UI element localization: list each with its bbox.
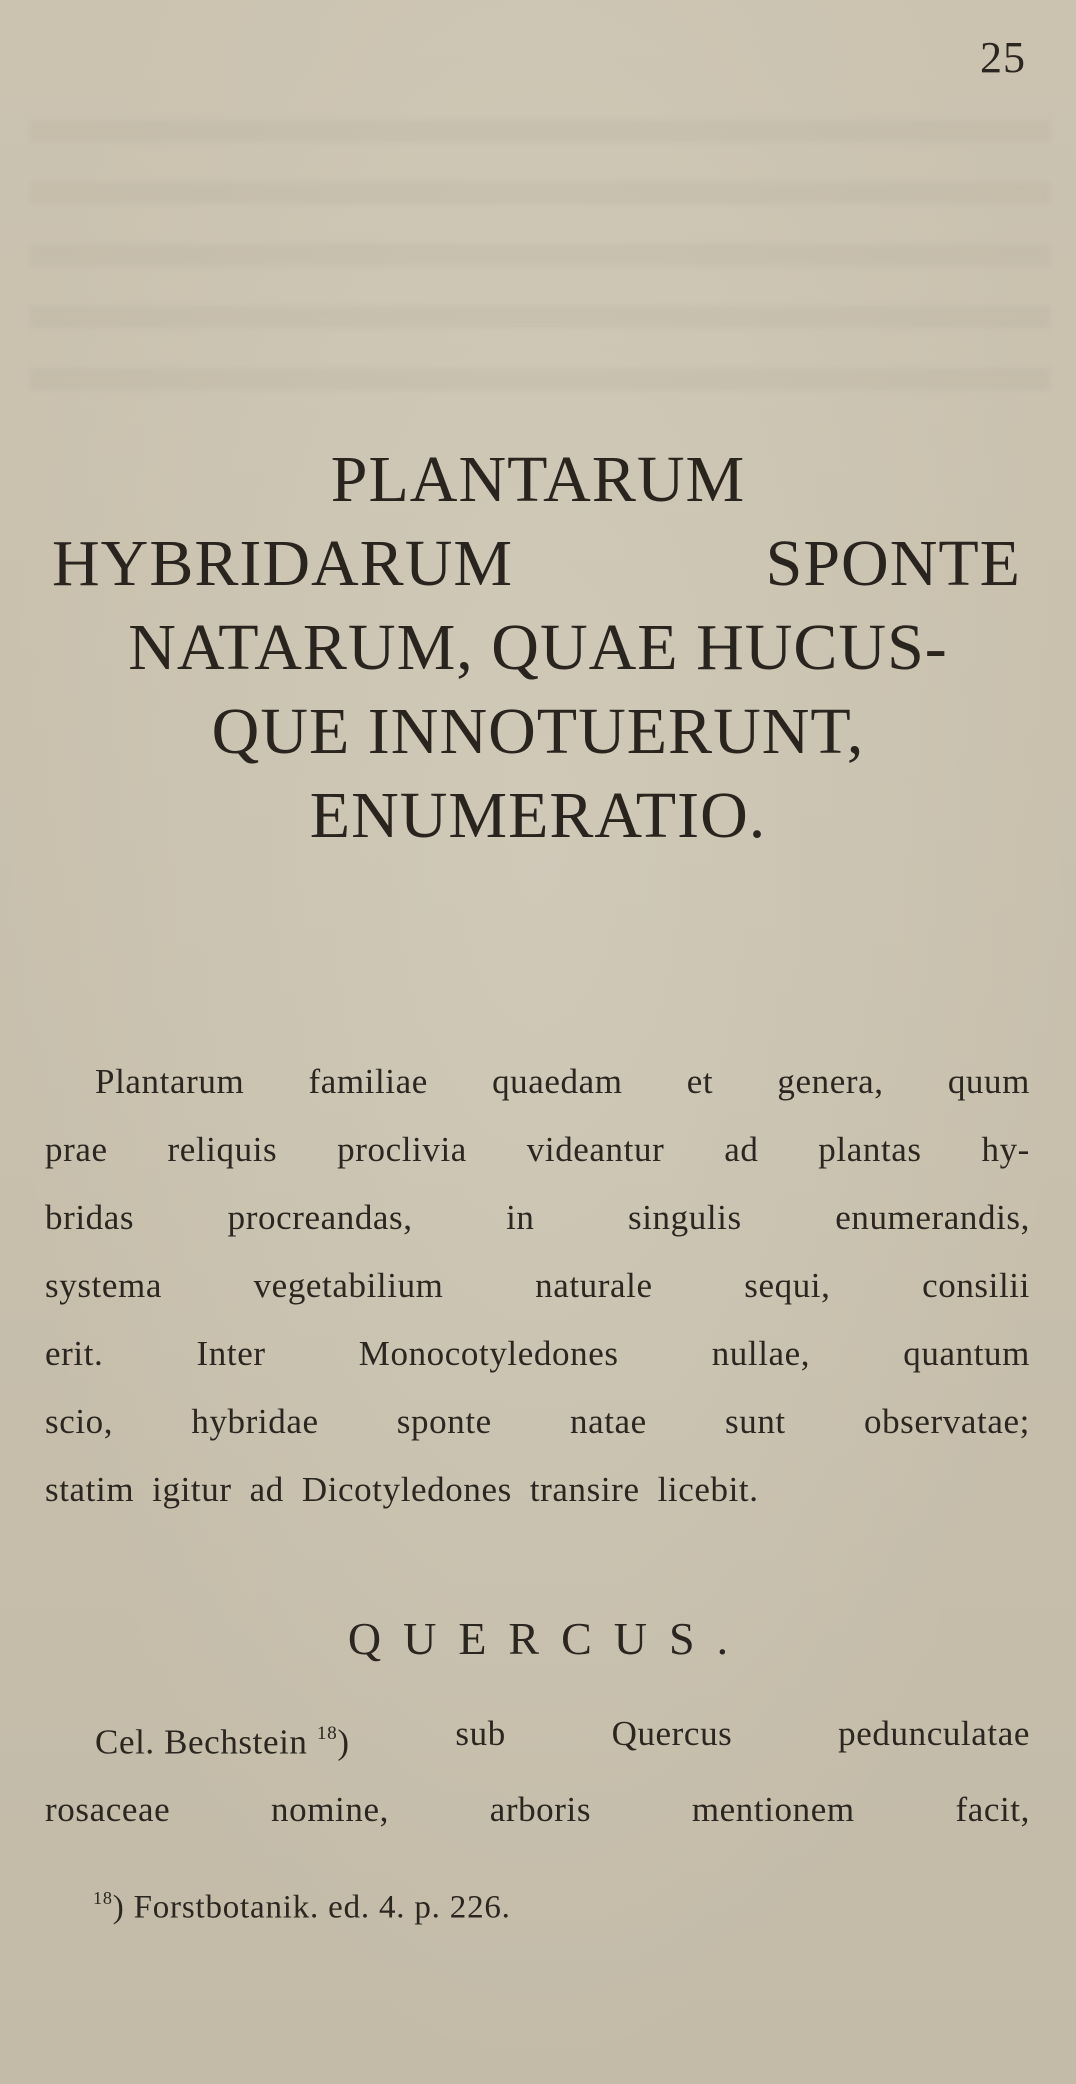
word: licebit. bbox=[657, 1470, 759, 1509]
word: singulis bbox=[628, 1198, 742, 1237]
word: ad bbox=[724, 1130, 759, 1169]
page-title bbox=[30, 438, 1046, 858]
footnote-ref: 18 bbox=[316, 1723, 338, 1744]
title-word: SPONTE bbox=[765, 527, 1021, 600]
title-line: NATARUM, QUAE HUCUS- bbox=[128, 611, 948, 684]
word: sequi, bbox=[744, 1266, 831, 1305]
word: bridas bbox=[45, 1198, 135, 1237]
word: Plantarum bbox=[95, 1062, 245, 1101]
word: sunt bbox=[725, 1402, 786, 1441]
title-word: HYBRIDARUM bbox=[52, 527, 514, 600]
page-number: 25 bbox=[980, 33, 1026, 82]
word: sub bbox=[455, 1714, 506, 1753]
word: hybridae bbox=[191, 1402, 319, 1441]
word: nullae, bbox=[711, 1334, 811, 1373]
word: proclivia bbox=[337, 1130, 467, 1169]
word: natae bbox=[569, 1402, 647, 1441]
word: prae bbox=[45, 1130, 108, 1169]
text-segment bbox=[95, 1700, 350, 1776]
word: pedunculatae bbox=[838, 1714, 1030, 1753]
word: ) bbox=[337, 1722, 350, 1762]
text-line bbox=[45, 1048, 1030, 1116]
word: Dicotyledones bbox=[301, 1470, 512, 1509]
bleed-through-shadow bbox=[30, 120, 1050, 420]
word: rosaceae bbox=[45, 1790, 171, 1830]
word: transire bbox=[529, 1470, 640, 1509]
author-name: Cel. Bechstein bbox=[95, 1722, 308, 1762]
word: Quercus bbox=[611, 1714, 733, 1753]
section-heading: QUERCUS. bbox=[347, 1613, 751, 1664]
paragraph-introduction bbox=[45, 1048, 1030, 1524]
word: quum bbox=[947, 1062, 1030, 1101]
text-line bbox=[45, 1320, 1030, 1388]
word: naturale bbox=[535, 1266, 653, 1305]
word: consilii bbox=[922, 1266, 1030, 1305]
text-line bbox=[45, 1252, 1030, 1320]
text-line bbox=[45, 1456, 1030, 1524]
word: mentionem bbox=[691, 1790, 855, 1830]
title-line bbox=[30, 522, 1046, 606]
word: sponte bbox=[396, 1402, 492, 1441]
text-line bbox=[45, 1776, 1030, 1844]
word: procreandas, bbox=[227, 1198, 413, 1237]
text-line bbox=[45, 1388, 1030, 1456]
word: facit, bbox=[955, 1790, 1030, 1830]
word: nomine, bbox=[271, 1790, 389, 1830]
word: arboris bbox=[489, 1790, 592, 1830]
word: systema bbox=[45, 1266, 162, 1305]
word: genera, bbox=[777, 1062, 884, 1101]
word: observatae; bbox=[863, 1402, 1030, 1441]
word: ad bbox=[249, 1470, 284, 1509]
footnote-mark: 18 bbox=[93, 1888, 113, 1908]
word: hy- bbox=[981, 1130, 1030, 1169]
word: Monocotyledones bbox=[358, 1334, 619, 1373]
text-line bbox=[45, 1184, 1030, 1252]
title-line: PLANTARUM bbox=[330, 443, 746, 516]
word: statim bbox=[45, 1470, 135, 1509]
text-line bbox=[45, 1700, 1030, 1776]
footnote bbox=[93, 1888, 511, 1927]
word: quaedam bbox=[492, 1062, 623, 1101]
word: et bbox=[686, 1062, 714, 1101]
word: igitur bbox=[152, 1470, 232, 1509]
word: plantas bbox=[818, 1130, 922, 1169]
paragraph-quercus bbox=[45, 1700, 1030, 1844]
word: familiae bbox=[308, 1062, 428, 1101]
footnote-text: ) Forstbotanik. ed. 4. p. 226. bbox=[112, 1889, 511, 1926]
word: enumerandis, bbox=[835, 1198, 1030, 1237]
word: erit. bbox=[45, 1334, 104, 1373]
word: Inter bbox=[196, 1334, 266, 1373]
title-line: ENUMERATIO. bbox=[309, 779, 767, 852]
word: in bbox=[506, 1198, 535, 1237]
word: reliquis bbox=[167, 1130, 278, 1169]
word: videantur bbox=[526, 1130, 665, 1169]
title-line: QUE INNOTUERUNT, bbox=[211, 695, 865, 768]
text-line bbox=[45, 1116, 1030, 1184]
word: quantum bbox=[903, 1334, 1030, 1373]
word: vegetabilium bbox=[253, 1266, 444, 1305]
word: scio, bbox=[45, 1402, 114, 1441]
